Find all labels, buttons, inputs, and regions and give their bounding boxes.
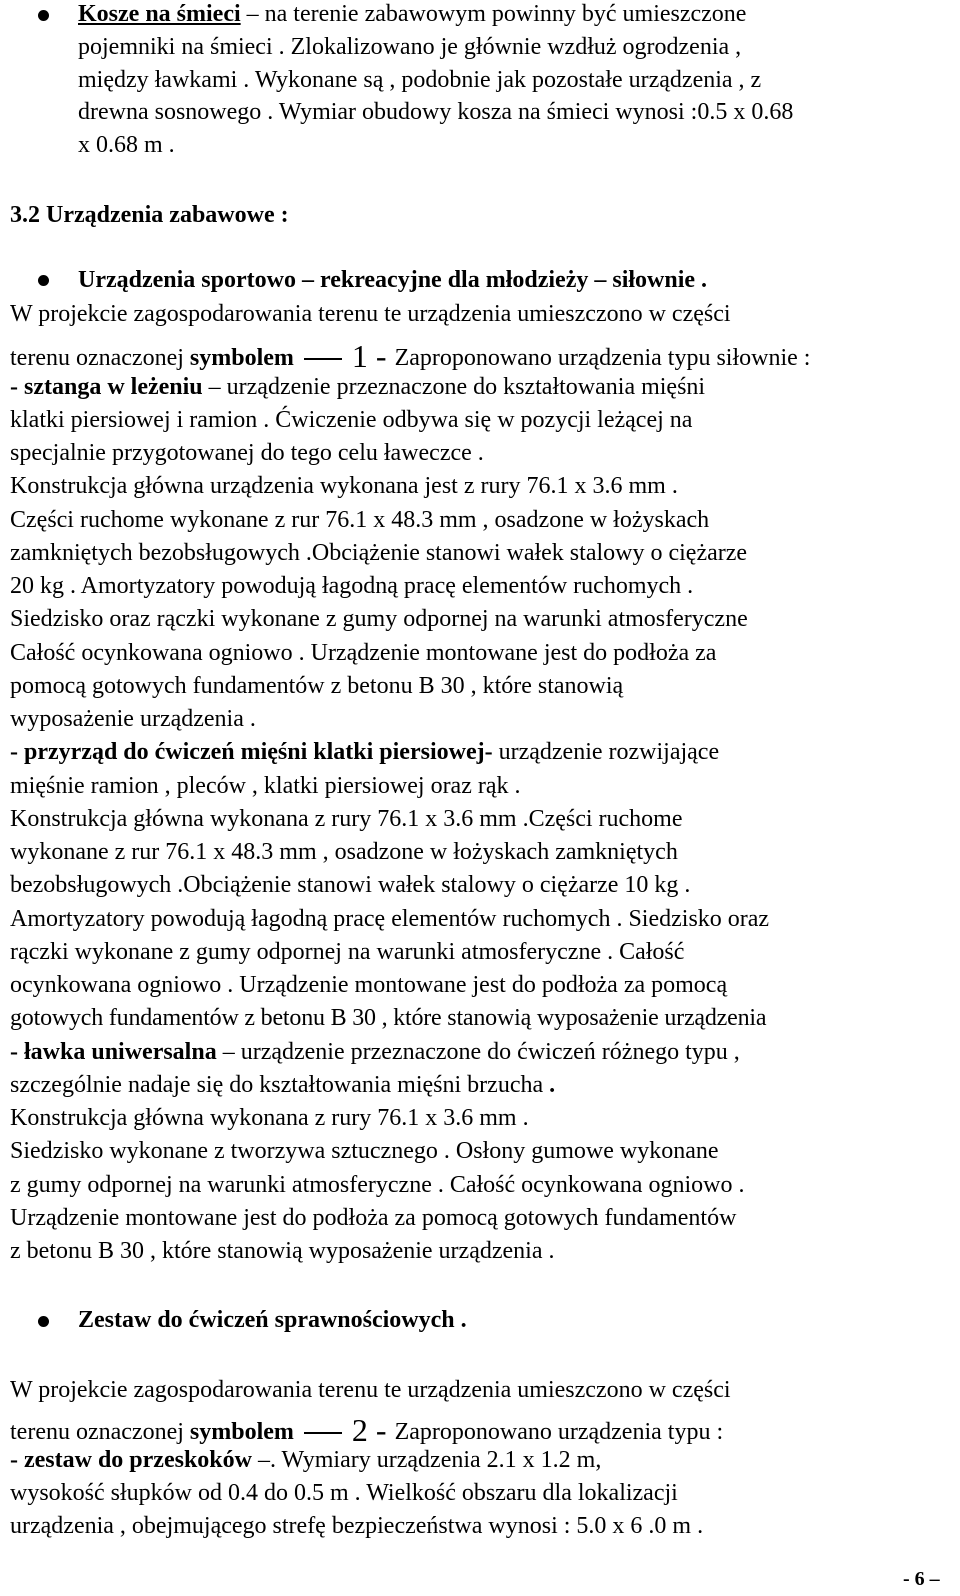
- text-line: Urządzenie montowane jest do podłoża za pomocą gotowych fundamentów: [10, 1205, 737, 1231]
- text-line: rączki wykonane z gumy odpornej na warunki atmosferyczne . Całość: [10, 939, 685, 965]
- symbol-label: symbolem: [189, 345, 294, 371]
- bullet-title-exercise-set: Zestaw do ćwiczeń sprawnościowych .: [78, 1307, 467, 1333]
- text-line: Konstrukcja główna wykonana z rury 76.1 x 3.6 mm .: [10, 1105, 529, 1131]
- text-line: drewna sosnowego . Wymiar obudowy kosza na śmieci wynosi :0.5 x 0.68: [78, 99, 794, 125]
- text-line: mięśnie ramion , pleców , klatki piersiowej oraz rąk .: [10, 773, 521, 799]
- text-line: terenu oznaczonej symbolem 1 - Zaproponowano urządzenia typu siłownie :: [10, 338, 811, 374]
- text-line: Konstrukcja główna wykonana z rury 76.1 x 3.6 mm .Części ruchome: [10, 806, 683, 832]
- text-line: x 0.68 m .: [78, 132, 175, 158]
- text-line: Całość ocynkowana ogniowo . Urządzenie montowane jest do podłoża za: [10, 640, 717, 666]
- text-line: - sztanga w leżeniu – urządzenie przeznaczone do kształtowania mięśni: [10, 374, 706, 400]
- text-line: wykonane z rur 76.1 x 48.3 mm , osadzone w łożyskach zamkniętych: [10, 839, 678, 865]
- bullet-dot: [38, 1316, 49, 1327]
- text-line: klatki piersiowej i ramion . Ćwiczenie odbywa się w pozycji leżącej na: [10, 407, 693, 433]
- symbol-dash: [304, 1432, 342, 1434]
- text-line: - przyrząd do ćwiczeń mięśni klatki piersiowej- urządzenie rozwijające: [10, 739, 720, 765]
- text-line: ocynkowana ogniowo . Urządzenie montowane jest do podłoża za pomocą: [10, 972, 728, 998]
- text-line: terenu oznaczonej symbolem 2 - Zaproponowano urządzenia typu :: [10, 1412, 724, 1448]
- page-number: - 6 –: [903, 1568, 940, 1590]
- bullet-title-bins: Kosze na śmieci: [78, 1, 241, 27]
- text-line: - ławka uniwersalna – urządzenie przeznaczone do ćwiczeń różnego typu ,: [10, 1039, 740, 1065]
- text-line: Konstrukcja główna urządzenia wykonana jest z rury 76.1 x 3.6 mm .: [10, 473, 678, 499]
- text-line: bezobsługowych .Obciążenie stanowi wałek stalowy o ciężarze 10 kg .: [10, 872, 691, 898]
- text-line: zamkniętych bezobsługowych .Obciążenie stanowi wałek stalowy o ciężarze: [10, 540, 748, 566]
- text-line: Siedzisko wykonane z tworzywa sztucznego . Osłony gumowe wykonane: [10, 1138, 719, 1164]
- text-line: Części ruchome wykonane z rur 76.1 x 48.3 mm , osadzone w łożyskach: [10, 507, 710, 533]
- text-line: 20 kg . Amortyzatory powodują łagodną pracę elementów ruchomych .: [10, 573, 694, 599]
- text-line: Siedzisko oraz rączki wykonane z gumy odpornej na warunki atmosferyczne: [10, 606, 748, 632]
- text-line: z betonu B 30 , które stanowią wyposażenie urządzenia .: [10, 1238, 555, 1264]
- text-line: pojemniki na śmieci . Zlokalizowano je głównie wzdłuż ogrodzenia ,: [78, 34, 742, 60]
- text-line: wyposażenie urządzenia .: [10, 706, 256, 732]
- text-line: Kosze na śmieci – na terenie zabawowym powinny być umieszczone: [78, 1, 747, 27]
- text-line: W projekcie zagospodarowania terenu te urządzenia umieszczono w części: [10, 1377, 731, 1403]
- text-line: między ławkami . Wykonane są , podobnie jak pozostałe urządzenia , z: [78, 67, 762, 93]
- bullet-title-gym: Urządzenia sportowo – rekreacyjne dla młodzieży – siłownie .: [78, 267, 708, 293]
- bullet-dot: [38, 10, 49, 21]
- text-line: - zestaw do przeskoków –. Wymiary urządzenia 2.1 x 1.2 m,: [10, 1447, 602, 1473]
- text-line: pomocą gotowych fundamentów z betonu B 30 , które stanowią: [10, 673, 624, 699]
- text-line: z gumy odpornej na warunki atmosferyczne . Całość ocynkowana ogniowo .: [10, 1172, 745, 1198]
- text-line: W projekcie zagospodarowania terenu te urządzenia umieszczono w części: [10, 301, 731, 327]
- symbol-number: 1 -: [351, 338, 395, 374]
- symbol-number: 2 -: [351, 1412, 395, 1448]
- text-line: gotowych fundamentów z betonu B 30 , które stanowią wyposażenie urządzenia: [10, 1005, 767, 1031]
- symbol-label: symbolem: [189, 1419, 294, 1445]
- text-line: wysokość słupków od 0.4 do 0.5 m . Wielkość obszaru dla lokalizacji: [10, 1480, 678, 1506]
- symbol-dash: [304, 358, 342, 360]
- text-line: szczególnie nadaje się do kształtowania mięśni brzucha .: [10, 1072, 556, 1098]
- text-line: Amortyzatory powodują łagodną pracę elementów ruchomych . Siedzisko oraz: [10, 906, 770, 932]
- text-line: specjalnie przygotowanej do tego celu ławeczce .: [10, 440, 484, 466]
- section-heading: 3.2 Urządzenia zabawowe :: [10, 202, 289, 228]
- text-line: urządzenia , obejmującego strefę bezpieczeństwa wynosi : 5.0 x 6 .0 m .: [10, 1513, 704, 1539]
- bullet-dot: [38, 275, 49, 286]
